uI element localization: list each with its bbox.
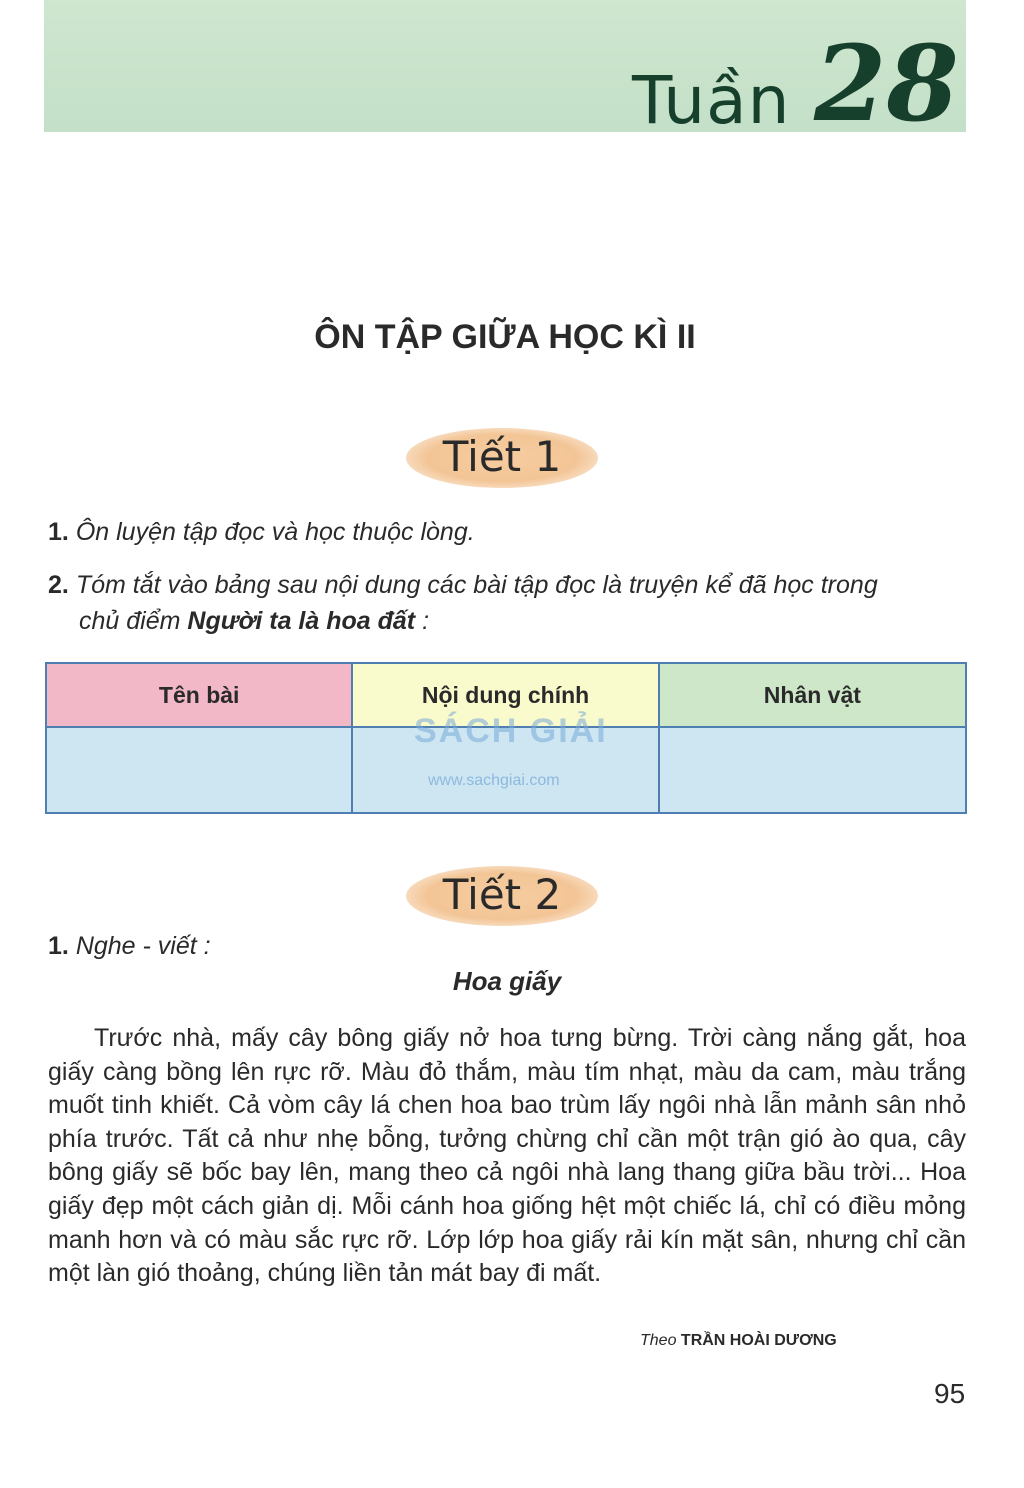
week-label: Tuần	[632, 62, 791, 139]
lesson-1-task-2	[48, 567, 968, 639]
task-text: Ôn luyện tập đọc và học thuộc lòng.	[75, 518, 475, 546]
lesson-2-heading: Tiết 2	[406, 866, 598, 926]
watermark-url: www.sachgiai.com	[428, 772, 560, 789]
task-number: 1.	[48, 518, 69, 546]
header-title: Tên bài	[46, 663, 352, 727]
header-characters: Nhân vật	[659, 663, 966, 727]
task-text: Tóm tắt vào bảng sau nội dung các bài tập đọc là truyện kể đã học trong	[75, 571, 878, 599]
task-number: 1.	[48, 932, 69, 960]
page-number: 95	[934, 1378, 966, 1409]
lesson-1-heading: Tiết 1	[406, 428, 598, 488]
story-paragraph: Trước nhà, mấy cây bông giấy nở hoa tưng bừng. Trời càng nắng gắt, hoa giấy càng bồng lên rực rỡ. Màu đỏ thắm, màu tím nhạt, màu da cam, màu trắng muốt tinh khiết. Cả vòm cây lá chen hoa bao trùm lấy ngôi nhà lẫn mảnh sân nhỏ phía trước. Tất cả như nhẹ bỗng, tưởng chừng chỉ cần một trận gió ào qua, cây bông giấy sẽ bốc bay lên, mang theo cả ngôi nhà lang thang giữa bầu trời... Hoa giấy đẹp một cách giản dị. Mỗi cánh hoa giống hệt một chiếc lá, chỉ có điều mỏng manh hơn và có màu sắc rực rỡ. Lớp lớp hoa giấy rải kín mặt sân, nhưng chỉ cần một làn gió thoảng, chúng liền tản mát bay đi mất.	[48, 1024, 966, 1288]
cell-characters[interactable]	[659, 727, 966, 813]
week-number: 28	[814, 22, 959, 145]
lesson-2-task-1	[48, 928, 968, 964]
header-content: Nội dung chính	[352, 663, 658, 727]
topic-name: Người ta là hoa đất	[187, 607, 416, 635]
author-name: TRẦN HOÀI DƯƠNG	[680, 1332, 837, 1349]
task-text-line-2	[48, 603, 968, 639]
watermark-brand: SÁCH GIẢI	[414, 712, 608, 750]
task-colon: :	[422, 607, 430, 635]
cell-title[interactable]	[46, 727, 352, 813]
story-title: Hoa giấy	[452, 966, 562, 996]
author-credit	[640, 1332, 837, 1350]
task-number: 2.	[48, 571, 69, 599]
page-title: ÔN TẬP GIỮA HỌC KÌ II	[314, 318, 696, 356]
author-prefix: Theo	[640, 1332, 677, 1349]
task-text-b: chủ điểm	[79, 607, 181, 635]
lesson-1-task-1	[48, 514, 968, 550]
task-text: Nghe - viết :	[75, 932, 211, 960]
